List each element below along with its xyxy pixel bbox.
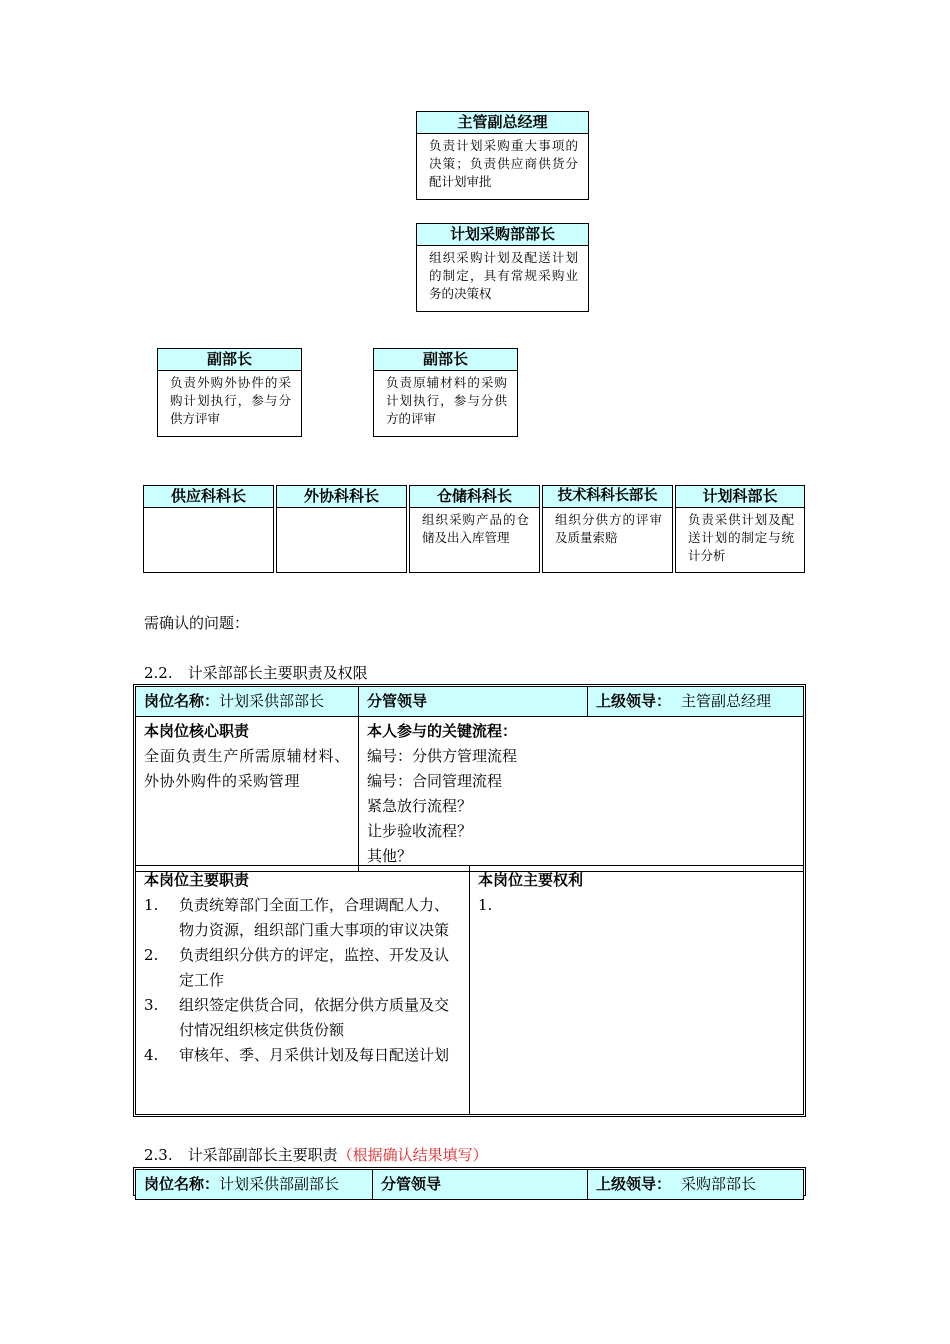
post-header-table-2	[135, 1169, 804, 1200]
org-box-title: 计划采购部部长	[417, 224, 588, 246]
org-box-desc: 负责外购外协件的采购计划执行，参与分供方评审	[170, 375, 291, 426]
post-name-value: 计划采供部部长	[219, 692, 325, 710]
superior-cell	[588, 1170, 804, 1200]
manager-label: 分管领导	[367, 692, 428, 710]
org-box-section-storage	[409, 485, 540, 573]
org-box-desc	[277, 508, 406, 511]
post-header-table	[135, 686, 804, 872]
superior-value: 采购部部长	[681, 1175, 757, 1193]
list-item	[144, 893, 461, 943]
rights-label: 本岗位主要权利	[478, 871, 584, 889]
section-heading: 2.2. 计采部部长主要职责及权限	[144, 664, 368, 682]
org-box-title: 主管副总经理	[417, 112, 588, 134]
core-duty-cell	[136, 717, 359, 872]
org-box-desc: 组织分供方的评审及质量索赔	[555, 512, 662, 545]
section-heading-note: （根据确认结果填写）	[337, 1146, 488, 1164]
org-box-deputy-2	[373, 348, 518, 437]
org-box-section-supply	[143, 485, 274, 573]
list-item	[144, 993, 461, 1043]
questions-label: 需确认的问题：	[144, 614, 250, 632]
org-box-section-technical	[542, 485, 673, 573]
rights-cell	[470, 866, 804, 1115]
org-box-deputy-1	[157, 348, 302, 437]
superior-cell	[588, 687, 804, 717]
core-duty-label: 本岗位核心职责	[144, 722, 250, 740]
superior-value: 主管副总经理	[681, 692, 772, 710]
list-item-text: 审核年、季、月采供计划及每日配送计划	[179, 1046, 450, 1064]
superior-label: 上级领导：	[596, 1175, 672, 1193]
org-box-desc: 组织采购计划及配送计划的制定，具有常规采购业务的决策权	[429, 250, 578, 301]
org-box-title: 副部长	[374, 349, 517, 371]
post-name-cell	[136, 687, 359, 717]
list-item	[144, 943, 461, 993]
process-item: 紧急放行流程？	[367, 797, 473, 815]
list-item-number: 1.	[144, 896, 159, 914]
duties-label: 本岗位主要职责	[144, 871, 250, 889]
org-box-title: 技术科科长部长	[543, 486, 672, 508]
org-box-title: 副部长	[158, 349, 301, 371]
list-item-text: 负责统筹部门全面工作，合理调配人力、物力资源，组织部门重大事项的审议决策	[179, 896, 450, 939]
list-item-number: 4.	[144, 1046, 159, 1064]
list-item	[144, 1043, 461, 1068]
core-duty-text: 全面负责生产所需原辅材料、外协外购件的采购管理	[144, 747, 350, 790]
org-box-desc: 负责采供计划及配送计划的制定与统计分析	[688, 512, 794, 563]
section-heading-text: 2.3. 计采部副部长主要职责	[144, 1146, 338, 1164]
section-heading	[144, 1144, 488, 1165]
manager-label: 分管领导	[381, 1175, 442, 1193]
org-box-director	[416, 223, 589, 312]
duties-cell	[136, 866, 470, 1115]
org-box-section-planning	[675, 485, 805, 573]
duties-list	[144, 893, 461, 1068]
post-name-cell	[136, 1170, 373, 1200]
org-box-vice-gm	[416, 111, 589, 200]
org-box-title: 外协科科长	[277, 486, 406, 508]
post-name-label: 岗位名称：	[144, 1175, 220, 1193]
list-item-text: 组织签定供货合同，依据分供方质量及交付情况组织核定供货份额	[179, 996, 450, 1039]
org-box-title: 计划科部长	[676, 486, 804, 508]
process-item: 让步验收流程？	[367, 822, 473, 840]
list-item-number: 3.	[144, 996, 159, 1014]
duties-rights-table	[135, 865, 804, 1115]
org-box-desc: 组织采购产品的仓储及出入库管理	[422, 512, 529, 545]
process-item: 编号：分供方管理流程	[367, 747, 518, 765]
org-box-title: 仓储科科长	[410, 486, 539, 508]
process-item: 编号：合同管理流程	[367, 772, 503, 790]
process-label: 本人参与的关键流程：	[367, 722, 518, 740]
list-item-number: 2.	[144, 946, 159, 964]
org-box-desc	[144, 508, 273, 511]
process-cell	[359, 717, 804, 872]
org-box-section-outsourcing	[276, 485, 407, 573]
org-box-desc: 负责计划采购重大事项的决策；负责供应商供货分配计划审批	[429, 138, 578, 189]
superior-label: 上级领导：	[596, 692, 672, 710]
post-name-label: 岗位名称：	[144, 692, 220, 710]
org-box-title: 供应科科长	[144, 486, 273, 508]
manager-cell	[359, 687, 588, 717]
org-box-desc: 负责原辅材料的采购计划执行，参与分供方的评审	[386, 375, 507, 426]
list-item-text: 负责组织分供方的评定，监控、开发及认定工作	[179, 946, 450, 989]
manager-cell	[373, 1170, 588, 1200]
process-item: 其他？	[367, 847, 413, 865]
rights-item: 1.	[478, 896, 493, 914]
post-name-value: 计划采供部副部长	[219, 1175, 340, 1193]
